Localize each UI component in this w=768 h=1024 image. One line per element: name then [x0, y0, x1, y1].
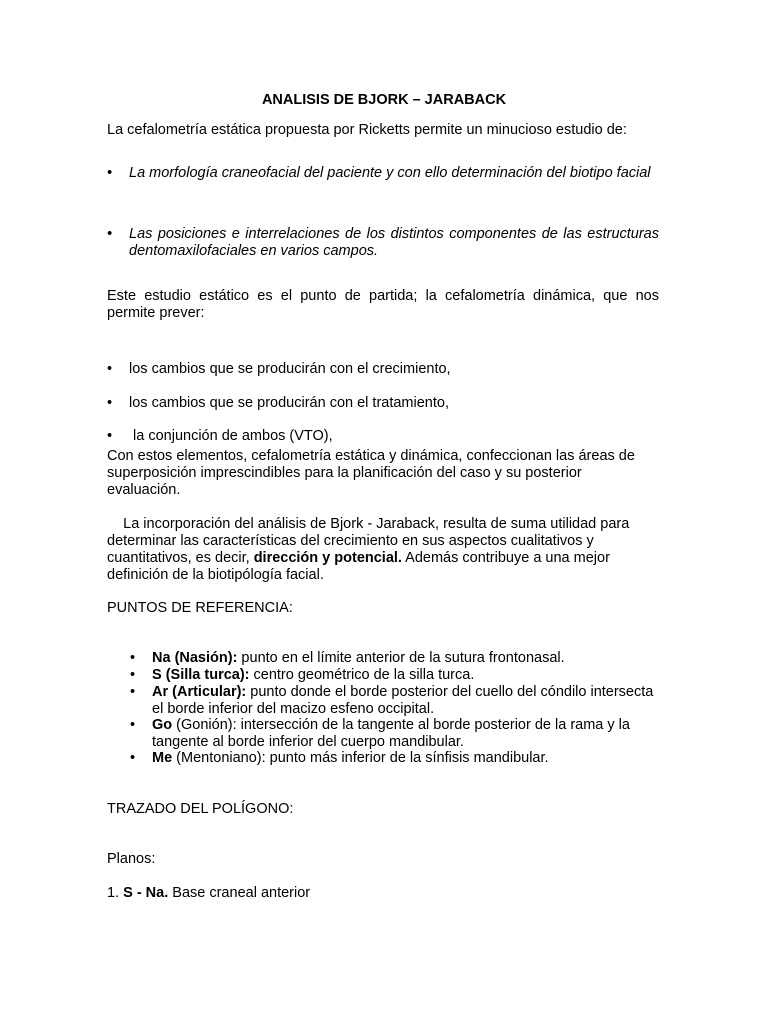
elements-paragraph: Con estos elementos, cefalometría estática y dinámica, confeccionan las áreas de superposición imprescindibles para la planificación del caso y su posterior evaluación.: [107, 448, 635, 498]
italic-bullet-text: Las posiciones e interrelaciones de los distintos componentes de las estructuras dentomaxilofaciales en varios campos.: [129, 226, 659, 259]
reference-point-desc: punto donde el borde posterior del cuello del cóndilo intersecta el borde inferior del macizo esfeno occipital.: [152, 684, 654, 717]
bullet-icon: •: [130, 717, 136, 733]
document-title: ANALISIS DE BJORK – JARABACK: [261, 92, 507, 108]
bullet-icon: •: [130, 750, 136, 766]
reference-point-item: [130, 650, 660, 667]
bullet-icon: •: [130, 650, 136, 666]
bullet-icon: •: [107, 428, 113, 444]
incorporation-bold: dirección y potencial.: [253, 550, 402, 566]
plane-number: 1.: [107, 885, 120, 901]
reference-point-desc: centro geométrico de la silla turca.: [249, 667, 475, 683]
plane-term: S - Na.: [123, 885, 169, 901]
bullet-icon: •: [107, 361, 113, 377]
change-bullet-text: la conjunción de ambos (VTO),: [129, 428, 333, 444]
bullet-icon: •: [107, 226, 113, 242]
reference-point-item: [130, 684, 660, 718]
change-bullet-text: los cambios que se producirán con el tratamiento,: [129, 395, 449, 411]
reference-point-term: Go: [152, 717, 173, 733]
polygon-heading: TRAZADO DEL POLÍGONO:: [107, 801, 294, 817]
incorporation-paragraph: [107, 516, 659, 584]
reference-point-item: [130, 750, 660, 767]
italic-bullet-item: [107, 226, 659, 260]
change-bullet-item: [107, 395, 659, 412]
reference-point-term: Me: [152, 750, 173, 766]
reference-points-heading: PUNTOS DE REFERENCIA:: [107, 600, 293, 616]
italic-bullet-text: La morfología craneofacial del paciente y con ello determinación del biotipo facial: [129, 165, 651, 181]
plane-item: [107, 885, 659, 902]
incorporation-text-end: Además contribuye a una mejor definición de la biotipólogía facial.: [107, 550, 614, 583]
change-bullet-item: [107, 361, 659, 378]
reference-point-item: [130, 667, 660, 684]
reference-point-desc: (Mentoniano): punto más inferior de la sínfisis mandibular.: [172, 750, 549, 766]
reference-point-desc: (Gonión): intersección de la tangente al borde posterior de la rama y la tangente al borde inferior del cuerpo mandibular.: [152, 717, 630, 750]
bullet-icon: •: [130, 684, 136, 700]
bullet-icon: •: [107, 395, 113, 411]
intro-paragraph: La cefalometría estática propuesta por Ricketts permite un minucioso estudio de:: [107, 122, 627, 138]
static-study-paragraph: Este estudio estático es el punto de partida; la cefalometría dinámica, que nos permite prever:: [107, 288, 659, 321]
reference-point-item: [130, 717, 660, 751]
plane-description: Base craneal anterior: [168, 885, 311, 901]
reference-point-term: S (Silla turca):: [152, 667, 250, 683]
reference-point-term: Na (Nasión):: [152, 650, 238, 666]
incorporation-text: La incorporación del análisis de Bjork - Jaraback, resulta de suma utilidad para determinar las características del crecimiento en sus aspectos cualitativos y cuantitativos, es decir,: [107, 516, 634, 566]
change-bullet-item: [107, 428, 659, 445]
italic-bullet-item: [107, 165, 659, 182]
reference-point-desc: punto en el límite anterior de la sutura frontonasal.: [237, 650, 565, 666]
reference-point-term: Ar (Articular):: [152, 684, 247, 700]
change-bullet-text: los cambios que se producirán con el crecimiento,: [129, 361, 451, 377]
planes-label: Planos:: [107, 851, 156, 867]
bullet-icon: •: [130, 667, 136, 683]
bullet-icon: •: [107, 165, 113, 181]
